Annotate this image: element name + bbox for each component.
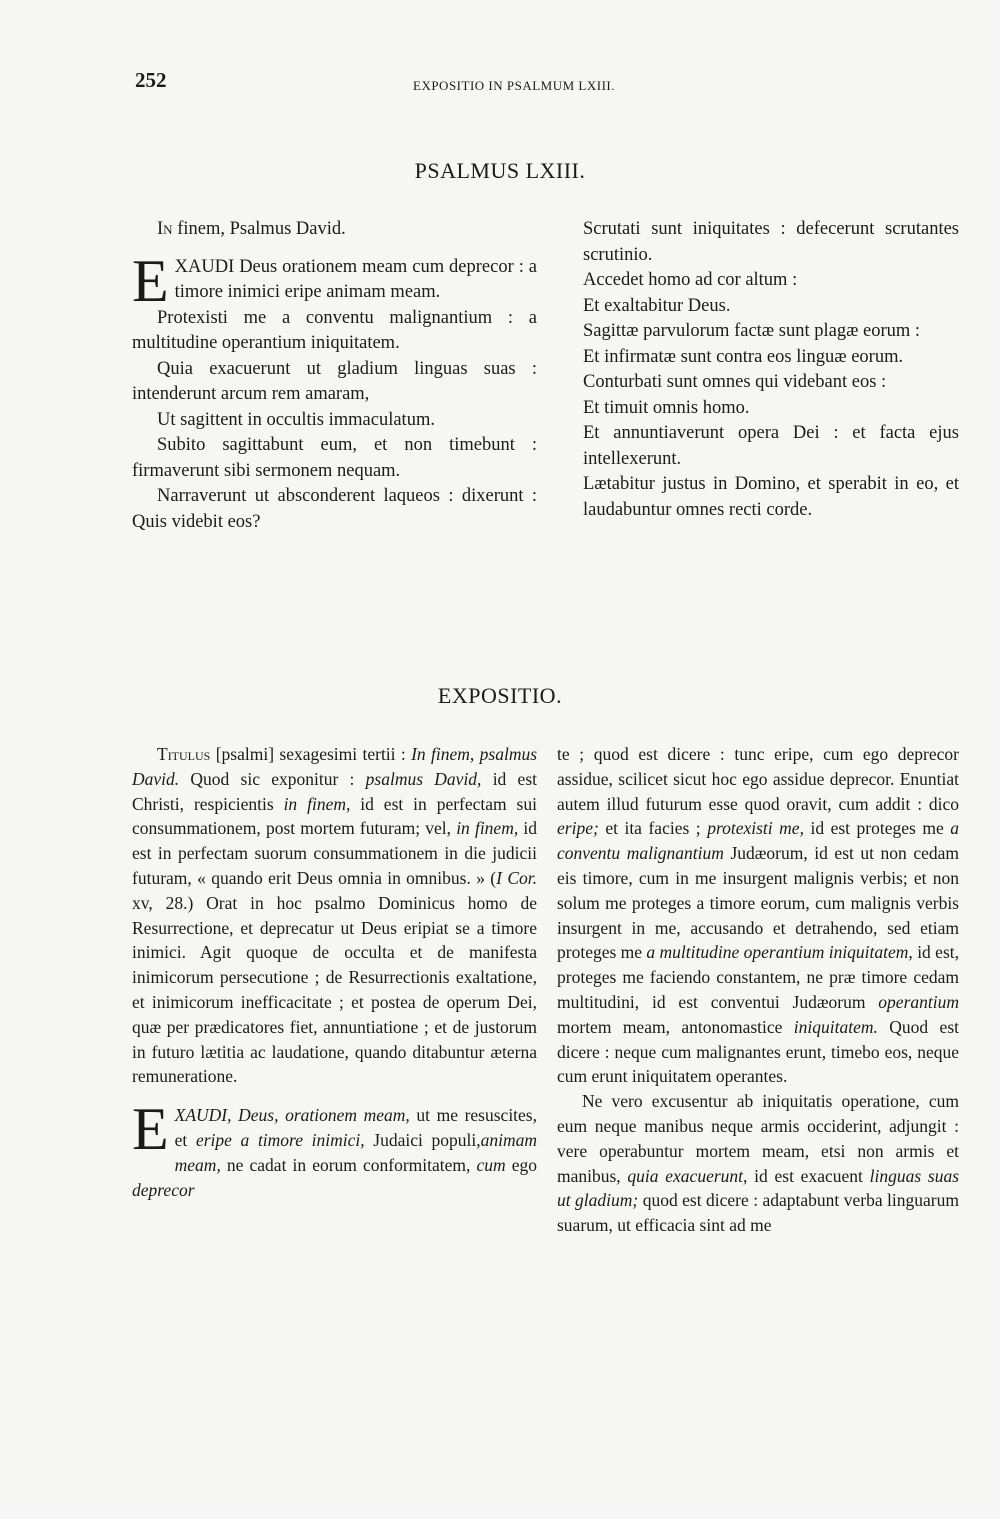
psalm-verse: Et infirmatæ sunt contra eos linguæ eorum. [583,346,904,367]
psalm-right-column [583,217,959,523]
commentary-paragraph-1: Titulus [psalmi] sexagesimi tertii : In finem, psalmus David. Quod sic exponitur : psalmus David, id est Christi, respicientis in finem, id est in perfectam sui consummationem, post mortem futuram; vel, in finem, id est in perfectam suorum consummationem in die judicii futuram, « quando erit Deus omnia in omnibus. » (I Cor. xv, 28.) Orat in hoc psalmo Dominicus homo de Resurrectione, et deprecatur ut Deus eripiat se a timore inimici. Agit quoque de occulta et de manifesta inimicorum persecutione ; de Resurrectionis exaltatione, et inimicorum inefficacitate ; et postea de operum Dei, quæ per prædicatores fiet, annuntiatione ; et de justorum in futuro lætitia ac laudatione, quando ditabuntur æterna remuneratione. [132,744,538,1087]
drop-cap: E [132,247,169,314]
psalm-title: PSALMUS LXIII. [414,158,586,183]
commentary-paragraph-3: Ne vero excusentur ab iniquitatis operatione, cum eum neque manibus neque armis occiderint, adjungit : vere operabuntur mortem meam, etsi non armis et manibus, quia exacuerunt, id est exacuent linguas suas ut gladium; quod est dicere : adaptabunt verba linguarum suarum, ut efficacia sint ad me [557,1091,960,1236]
expositio-heading: EXPOSITIO. [437,683,563,708]
psalm-verse: Ut sagittent in occultis immaculatum. [157,409,435,430]
psalm-verse: Et exaltabitur Deus. [583,295,731,316]
commentary-paragraph-2: EXAUDI, Deus, orationem meam, ut me resuscites, et eripe a timore inimici, Judaici populi,animam meam, ne cadat in eorum conformitatem, cum ego deprecor [132,1096,537,1200]
commentary-left-column [132,742,537,1202]
psalm-verse: Subito sagittabunt eum, et non timebunt : firmaverunt sibi sermonem nequam. [132,435,537,481]
psalm-verse-1: EXAUDI Deus orationem meam cum deprecor : a timore inimici eripe animam meam. [132,247,537,314]
psalm-verse: Lætabitur justus in Domino, et sperabit in eo, et laudabuntur omnes recti corde. [583,474,959,520]
page-header [135,68,960,98]
psalm-verse: Protexisti me a conventu malignantium : a multitudine operantium iniquitatem. [132,307,537,353]
psalm-verse: Et annuntiaverunt opera Dei : et facta ejus intellexerunt. [583,423,959,469]
psalm-verse: Conturbati sunt omnes qui videbant eos : [583,372,887,392]
psalm-verse: Sagittæ parvulorum factæ sunt plagæ eorum : [583,321,921,341]
commentary-right-column [557,742,959,1238]
commentary-paragraph-2-cont: te ; quod est dicere : tunc eripe, cum ego deprecor assidue, scilicet sicut hoc ego assidue deprecor. Enuntiat autem illud futurum esse quod oravit, cum addit : dico eripe; et ita facies ; protexisti me, id est proteges me a conventu malignantium Judæorum, id est ut non cedam eis timore, cum in me insurgent malignis verbis; et non solum me proteges a timore eorum, cum malignis verbis insurgent in me, accusando et detrahendo, sed etiam proteges me a multitudine operantium iniquitatem, id est, proteges me faciendo constantem, ne præ timore cedam multitudini, id est conventui Judæorum operantium mortem meam, antonomastice iniquitatem. Quod est dicere : neque cum malignantes erunt, timebo eos, neque cum erunt iniquitatem operantes. [557,744,960,1087]
drop-cap: E [132,1096,169,1163]
psalm-left-column [132,217,537,535]
psalm-subtitle: In finem, Psalmus David. [157,219,346,239]
psalm-verse: Quia exacuerunt ut gladium linguas suas : intenderunt arcum rem amaram, [132,358,537,404]
running-title: EXPOSITIO IN PSALMUM LXIII. [413,78,615,93]
psalm-verse: Scrutati sunt iniquitates : defecerunt scrutantes scrutinio. [583,219,959,265]
psalm-verse: Narraverunt ut absconderent laqueos : dixerunt : Quis videbit eos? [132,486,537,532]
psalm-verse: Et timuit omnis homo. [583,397,750,418]
psalm-verse: Accedet homo ad cor altum : [583,270,798,290]
page-number: 252 [135,68,167,92]
